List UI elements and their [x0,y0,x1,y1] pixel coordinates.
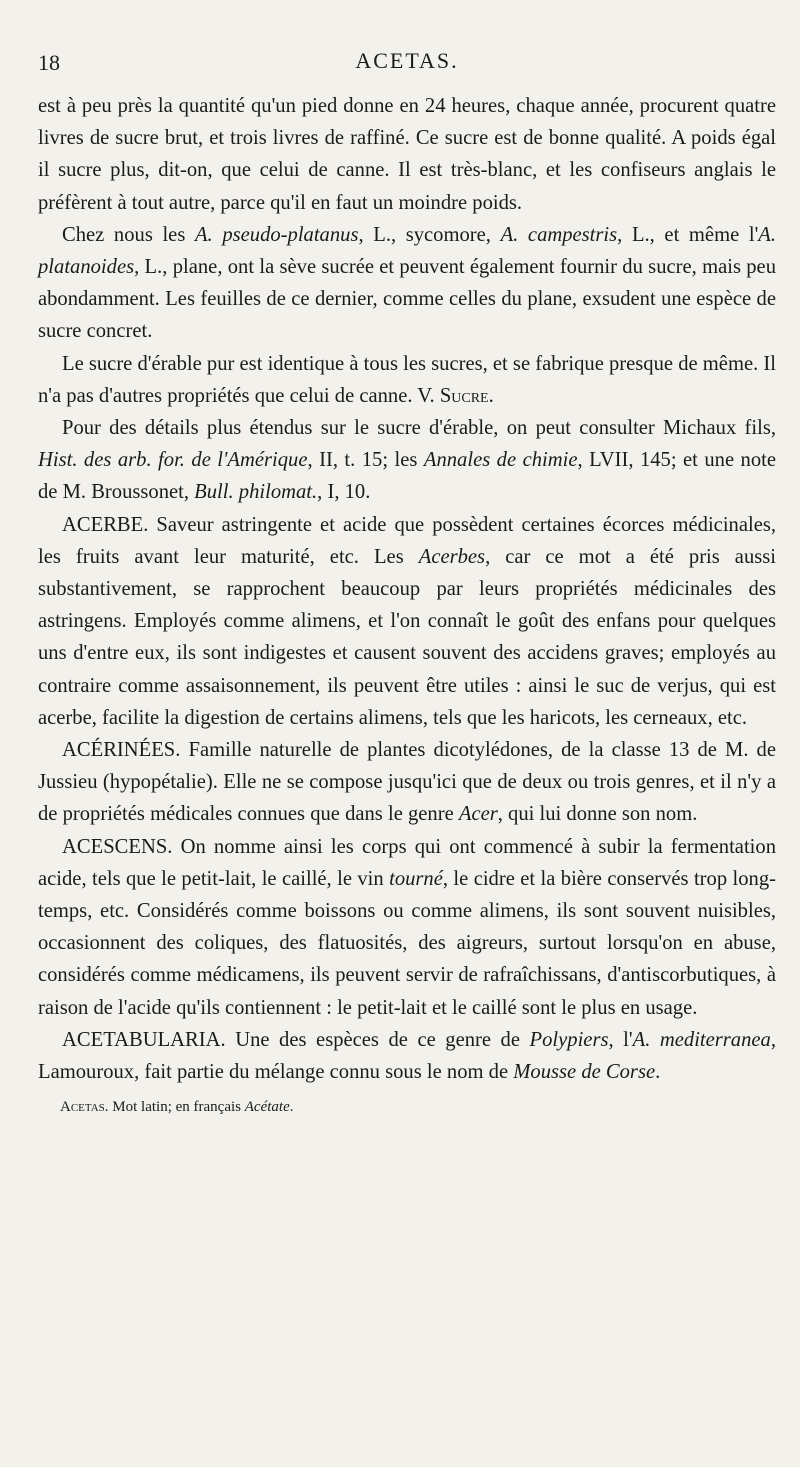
italic-run: A. platanoides [38,223,777,279]
italic-run: Mousse de Corse [513,1061,656,1084]
paragraph-p5-acerbe [38,509,776,734]
page-header [38,44,776,84]
text-run: est à peu près la quantité qu'un pied donne en 24 heures, chaque année, procurent quatre livres de sucre brut, et trois livres de raffiné. Ce sucre est de bonne qualité. A poids égal il sucre plus, dit-on, que celui de canne. Il est très-blanc, et les confiseurs anglais le préfèrent à tout autre, parce qu'il en faut un moindre poids. [38,95,776,214]
text-run: . [655,1061,661,1084]
text-run: , LVII, 145; et une note de M. Broussonet, [38,449,776,504]
italic-run: A. mediterranea [632,1028,771,1051]
smallcaps-run: Acetas [60,1099,105,1116]
italic-run: Hist. des arb. for. de l'Amérique [38,449,308,472]
text-run: , Lamouroux, fait partie du mélange connu sous le nom de [38,1028,776,1084]
text-run: . Mot latin; en français [104,1099,245,1116]
text-run: Le sucre d'érable pur est identique à tous les sucres, et se fabrique presque de même. Il n'a pas d'autres propriétés que celui de canne. V. [38,352,776,407]
smallcaps-run: Sucre [439,384,489,407]
footnote [38,1096,776,1118]
paragraph-p6-acerinees [38,734,776,831]
text-run: Chez nous les [62,223,195,246]
text-run: , car ce mot a été pris aussi substantivement, se rapprochent beaucoup par leurs propriétés médicinales des astringens. Employés comme alimens, et l'on connaît le goût des enfans pour quelques uns d'entre eux, ils sont indigestes et causent souvent des accidens graves; employés au contraire comme assaisonnement, ils peuvent être utiles : ainsi le suc de verjus, qui est acerbe, facilite la digestion de certains alimens, tels que les haricots, les cerneaux, etc. [38,545,776,729]
italic-run: A. campestris [500,223,618,246]
text-run: , L., et même l' [617,223,759,246]
paragraph-p4-details [38,412,776,509]
paragraph-p3-sucre [38,348,776,412]
paragraph-p1-cont [38,90,776,219]
page-number: 18 [38,50,60,75]
text-run: ACERBE. Saveur astringente et acide que possèdent certaines écorces médicinales, les fruits avant leur maturité, etc. Les [38,513,776,568]
text-run: ACESCENS. On nomme ainsi les corps qui ont commencé à subir la fermentation acide, tels que le petit-lait, le caillé, le vin [38,835,776,890]
text-run: , L., sycomore, [358,223,501,246]
italic-run: Acerbes [418,545,486,568]
running-head: ACETAS. [355,48,459,73]
text-run: , le cidre et la bière conservés trop long-temps, etc. Considérés comme boissons ou comme alimens, ils sont souvent nuisibles, occasionnent des coliques, des flatuosités, des aigreurs, surtout lorsqu'on en abuse, considérés comme médicamens, ils peuvent servir de rafraîchissans, d'antiscorbutiques, à raison de l'acide qu'ils contiennent : le petit-lait et le caillé sont le plus en usage. [38,867,776,1019]
text-run: . [289,1099,294,1116]
paragraph-p8-acetabularia [38,1024,776,1088]
italic-run: Acer [458,803,498,826]
italic-run: A. pseudo-platanus [194,223,359,246]
paragraph-p7-acescens [38,831,776,1024]
italic-run: tourné [389,867,443,890]
italic-run: Acétate [244,1099,290,1116]
text-run: , II, t. 15; les [307,449,424,472]
text-run: , qui lui donne son nom. [497,803,698,826]
italic-run: Polypiers [529,1028,609,1051]
paragraph-p2-sycomore [38,219,776,348]
text-run: ACÉRINÉES. Famille naturelle de plantes dicotylédones, de la classe 13 de M. de Jussieu (hypopétalie). Elle ne se compose jusqu'ici que de deux ou trois genres, et il n'y a de propriétés médicales connues que dans le genre [38,739,776,826]
text-run: , I, 10. [317,481,371,504]
italic-run: Annales de chimie [423,449,578,472]
text-run: ACETABULARIA. Une des espèces de ce genre de [62,1028,530,1051]
text-run: . [488,384,494,407]
body-text [38,90,776,1088]
text-run: Pour des détails plus étendus sur le sucre d'érable, on peut consulter Michaux fils, [62,417,776,440]
italic-run: Bull. philomat. [194,481,318,504]
text-run: , l' [608,1028,633,1051]
text-run: , L., plane, ont la sève sucrée et peuvent également fournir du sucre, mais peu abondamment. Les feuilles de ce dernier, comme celles du plane, exsudent une espèce de sucre concret. [38,256,776,343]
